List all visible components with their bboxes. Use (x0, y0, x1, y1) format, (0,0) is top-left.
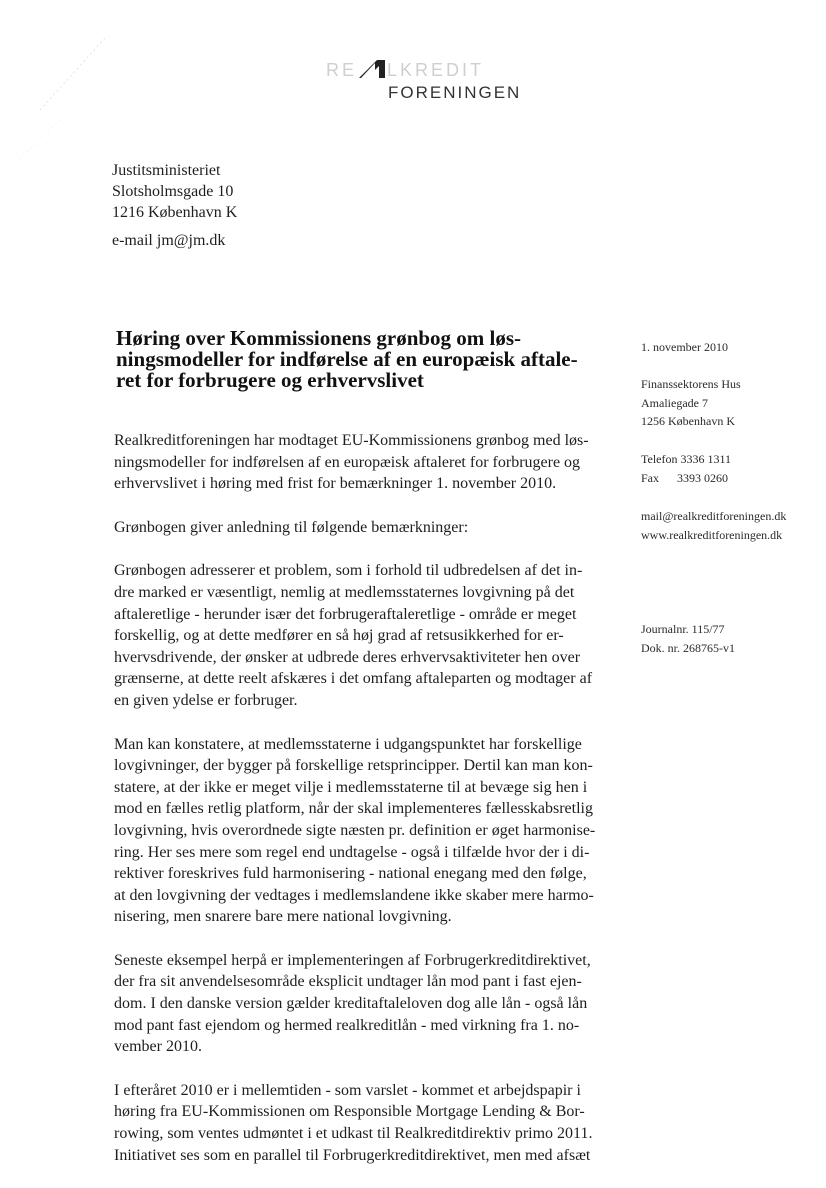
body-paragraph (114, 430, 604, 495)
sidebar-date (641, 338, 728, 357)
sender-org: Finanssektorens Hus (641, 377, 741, 391)
sender-city: 1256 København K (641, 414, 735, 428)
sidebar-references (641, 620, 735, 657)
logo-top-line (326, 60, 484, 81)
text-line: dre marked er væsentligt, nemlig at medlemsstaternes lovgivning på det (114, 583, 575, 601)
text-line: ring. Her ses mere som regel end undtagelse - også i tilfælde hvor der i di- (114, 843, 590, 861)
text-line: vember 2010. (114, 1038, 202, 1056)
sender-mail: mail@realkreditforeningen.dk (641, 509, 787, 523)
recipient-street: Slotsholmsgade 10 (112, 183, 234, 200)
title-line: Høring over Kommissionens grønbog om løs- (116, 326, 522, 350)
text-line: mod pant fast ejendom og hermed realkreditlån - med virkning fra 1. no- (114, 1016, 580, 1034)
logo-bottom-line: FORENINGEN (388, 83, 522, 102)
text-line: der fra sit anvendelsesområde eksplicit undtager lån mod pant i fast ejen- (114, 973, 582, 991)
recipient-city: 1216 København K (112, 204, 238, 221)
recipient-email: e-mail jm@jm.dk (112, 232, 226, 249)
text-line: ningsmodeller for indførelsen af en europæisk aftaleret for forbrugere og (114, 453, 581, 471)
recipient-address (112, 160, 237, 223)
text-line: dom. I den danske version gælder kreditaftaleloven dog alle lån - også lån (114, 995, 588, 1013)
sender-fax: Fax 3393 0260 (641, 470, 728, 485)
body-paragraph (114, 1080, 604, 1166)
text-line: lovgivninger, der bygger på forskellige retsprincipper. Dertil kan man kon- (114, 757, 593, 775)
text-line: grænserne, at dette reelt afskæres i det omfang aftaleparten og modtager af (114, 670, 593, 688)
text-line: nisering, men snarere bare mere national lovgivning. (114, 908, 452, 926)
letter-date: 1. november 2010 (641, 340, 728, 354)
sender-phone: Telefon 3336 1311 (641, 452, 732, 466)
sender-street: Amaliegade 7 (641, 395, 708, 410)
text-line: aftaleretlige - herunder især det forbrugeraftaleretlige - område er meget (114, 605, 577, 623)
body-paragraph (114, 517, 604, 539)
letter-body (114, 430, 604, 1188)
text-line: lovgivning, hvis overordnede sigte næsten pr. definition er øget harmonise- (114, 821, 596, 839)
realkreditforeningen-logo (326, 56, 526, 108)
text-line: at den lovgivning der vedtages i medlemslandene ikke skaber mere harmo- (114, 886, 594, 904)
body-paragraph (114, 560, 604, 711)
text-line: forskellig, og at dette medfører en så høj grad af retsusikkerhed for er- (114, 627, 564, 645)
text-line: Realkreditforeningen har modtaget EU-Kommissionens grønbog med løs- (114, 432, 589, 449)
sidebar-phone-fax (641, 450, 731, 487)
body-paragraph (114, 734, 604, 928)
logo-text-right: LKREDIT (387, 60, 485, 80)
scan-margin-marks (0, 0, 130, 180)
sidebar-sender-address (641, 375, 741, 431)
text-line: hvervsdrivende, der ønsker at udbrede deres erhvervsaktiviteter hen over (114, 648, 581, 666)
text-line: rowing, som ventes udmøntet i et udkast til Realkreditdirektiv primo 2011. (114, 1125, 593, 1143)
text-line: høring fra EU-Kommissionen om Responsible Mortgage Lending & Bor- (114, 1103, 585, 1121)
document-number: Dok. nr. 268765-v1 (641, 640, 735, 655)
text-line: Grønbogen adresserer et problem, som i forhold til udbredelsen af det in- (114, 562, 583, 580)
text-line: Grønbogen giver anledning til følgende bemærkninger: (114, 518, 469, 536)
sidebar-contact-web (641, 507, 786, 544)
title-line: ret for forbrugere og erhvervslivet (116, 368, 424, 392)
sender-website: www.realkreditforeningen.dk (641, 527, 783, 542)
title-line: ningsmodeller for indførelse af en europæisk aftale- (116, 347, 578, 371)
text-line: en given ydelse er forbruger. (114, 691, 298, 709)
journal-number: Journalnr. 115/77 (641, 622, 725, 636)
text-line: Man kan konstatere, at medlemsstaterne i udgangspunktet har forskellige (114, 735, 582, 753)
text-line: rektiver foreskrives fuld harmonisering - national enegang med den følge, (114, 865, 587, 883)
text-line: mod en fælles retlig platform, når der skal implementeres fællesskabsretlig (114, 800, 593, 818)
logo-text-left: RE (326, 60, 358, 80)
text-line: I efteråret 2010 er i mellemtiden - som varslet - kommet et arbejdspapir i (114, 1081, 581, 1099)
logo-mark-icon (359, 60, 385, 78)
text-line: erhvervslivet i høring med frist for bemærkninger 1. november 2010. (114, 475, 557, 493)
text-line: Seneste eksempel herpå er implementeringen af Forbrugerkreditdirektivet, (114, 951, 591, 969)
letter-title (116, 328, 586, 391)
recipient-name: Justitsministeriet (112, 162, 221, 179)
text-line: statere, at der ikke er meget vilje i medlemsstaterne til at bevæge sig hen i (114, 778, 588, 796)
text-line: Initiativet ses som en parallel til Forbrugerkreditdirektivet, men med afsæt (114, 1146, 591, 1164)
body-paragraph (114, 950, 604, 1058)
